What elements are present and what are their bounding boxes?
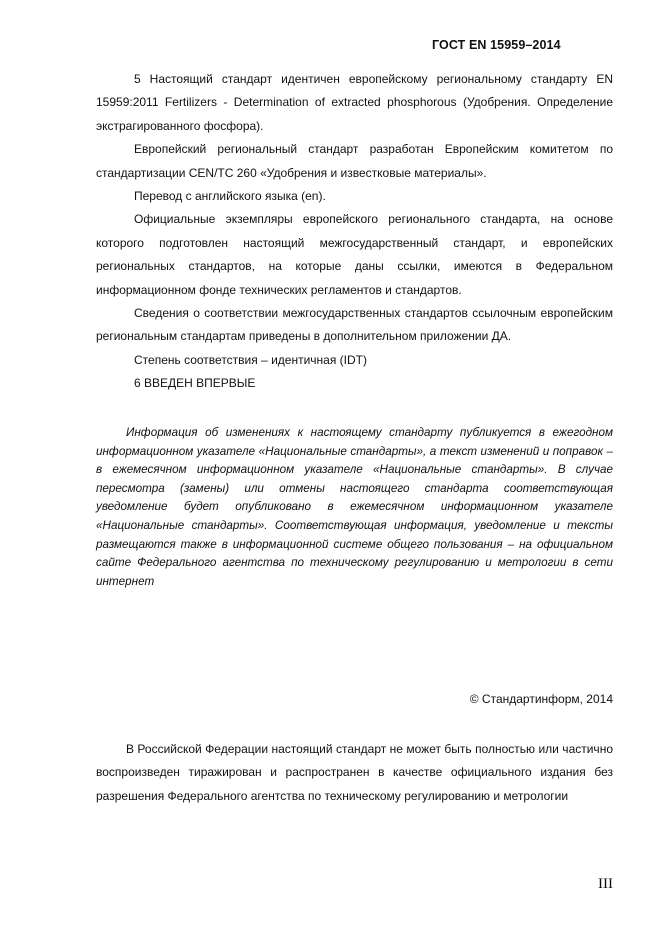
paragraph-translation: Перевод с английского языка (en). (134, 189, 326, 204)
paragraph-introduced: 6 ВВЕДЕН ВПЕРВЫЕ (134, 376, 256, 391)
paragraph-conformity-info: Сведения о соответствии межгосударственных стандартов ссылочным европейским региональным стандартам приведены в дополнительном приложении ДА. (96, 306, 613, 344)
page-number: III (598, 876, 613, 892)
paragraph-developer: Европейский региональный стандарт разработан Европейским комитетом по стандартизации CEN/TC 260 «Удобрения и известковые материалы». (96, 142, 613, 180)
standard-code-header: ГОСТ EN 15959–2014 (432, 38, 561, 52)
paragraph-identity: 5 Настоящий стандарт идентичен европейскому региональному стандарту EN 15959:2011 Fertilizers - Determination of extracted phosphorous (Удобрения. Определение экстрагированного фосфора). (96, 72, 613, 133)
paragraph-official-copies: Официальные экземпляры европейского регионального стандарта, на основе которого подготовлен настоящий межгосударственный стандарт, и европейских региональных стандартов, на которые даны ссылки, имеются в Федеральном информационном фонде технических регламентов и стандартов. (96, 212, 613, 297)
paragraph-conformity-degree: Степень соответствия – идентичная (IDT) (134, 352, 368, 367)
standard-info-section (96, 68, 613, 396)
copyright-line: © Стандартинформ, 2014 (469, 692, 613, 706)
changes-information-note: Информация об изменениях к настоящему стандарту публикуется в ежегодном информационном указателе «Национальные стандарты», а текст изменений и поправок – в ежемесячном информационном указателе «Национальные стандарты». В случае пересмотра (замены) или отмены настоящего стандарта соответствующая уведомление будет опубликовано в ежемесячном информационном указателе «Национальные стандарты». Соответствующая информация, уведомление и тексты размещаются также в информационной системе общего пользования – на официальном сайте Федерального агентства по техническому регулированию и метрологии в сети интернет (96, 426, 613, 588)
reproduction-rights-notice: В Российской Федерации настоящий стандарт не может быть полностью или частично воспроизведен тиражирован и распространен в качестве официального издания без разрешения Федерального агентства по техническому регулированию и метрологии (96, 742, 613, 803)
